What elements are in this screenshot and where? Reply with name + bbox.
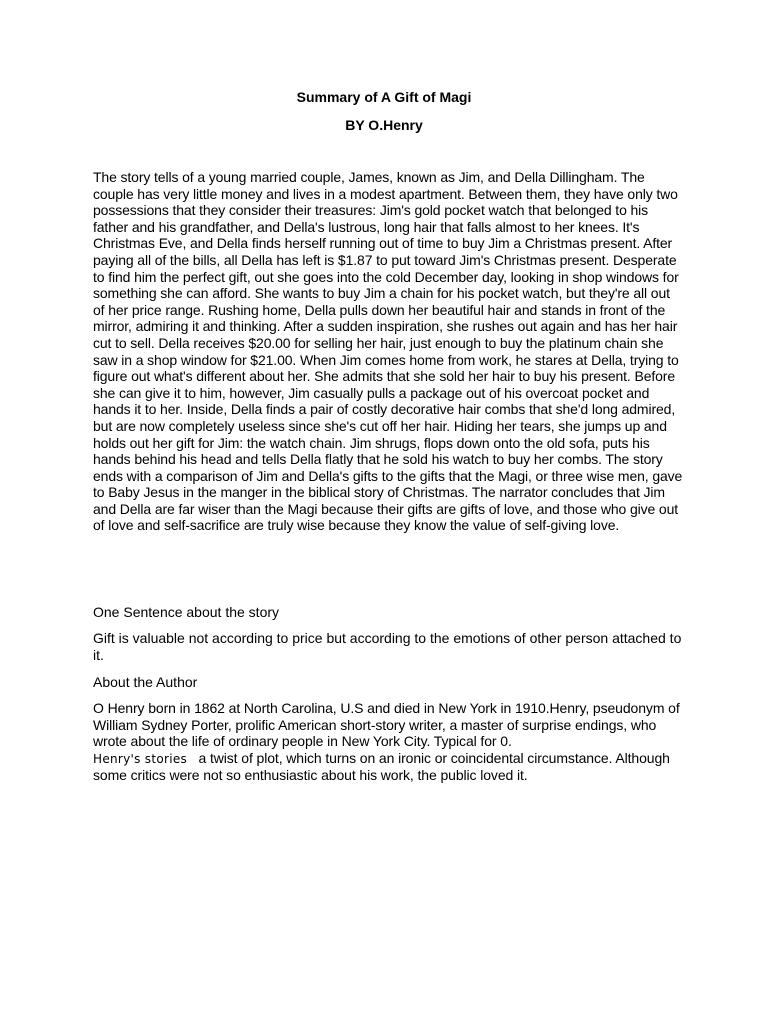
- about-author-paragraph: [93, 700, 683, 784]
- one-sentence-paragraph: Gift is valuable not according to price but according to the emotions of other person attached to it.: [93, 630, 682, 663]
- author-byline: BY O.Henry: [345, 117, 423, 133]
- about-text-part: a twist of plot, which turns on an ironic or coincidental circumstance. Although some critics were not so enthusiastic about his work, the public loved it.: [93, 749, 674, 784]
- about-text-part: Henry's stories: [93, 751, 188, 766]
- summary-paragraph: The story tells of a young married couple, James, known as Jim, and Della Dillingham. The couple has very little money and lives in a modest apartment. Between them, they have only two possessions that they consider their treasures: Jim's gold pocket watch that belonged to his father and his grandfather, and Della's lustrous, long hair that falls almost to her knees. It's Christmas Eve, and Della finds herself running out of time to buy Jim a Christmas present. After paying all of the bills, all Della has left is $1.87 to put toward Jim's Christmas present. Desperate to find him the perfect gift, out she goes into the cold December day, looking in shop windows for something she can afford. She wants to buy Jim a chain for his pocket watch, but they're all out of her price range. Rushing home, Della pulls down her beautiful hair and stands in front of the mirror, admiring it and thinking. After a sudden inspiration, she rushes out again and has her hair cut to sell. Della receives $20.00 for selling her hair, just enough to buy the platinum chain she saw in a shop window for $21.00. When Jim comes home from work, he stares at Della, trying to figure out what's different about her. She admits that she sold her hair to buy his present. Before she can give it to him, however, Jim casually pulls a package out of his overcoat pocket and hands it to her. Inside, Della finds a pair of costly decorative hair combs that she'd long admired, but are now completely useless since she's cut off her hair. Hiding her tears, she jumps up and holds out her gift for Jim: the watch chain. Jim shrugs, flops down onto the old sofa, puts his hands behind his head and tells Della flatly that he sold his watch to buy her combs. The story ends with a comparison of Jim and Della's gifts to the gifts that the Magi, or three wise men, gave to Baby Jesus in the manger in the biblical story of Christmas. The narrator concludes that Jim and Della are far wiser than the Magi because their gifts are gifts of love, and those who give out of love and self-sacrifice are truly wise because they know the value of self-giving love.: [93, 169, 683, 534]
- about-author-heading: About the Author: [93, 674, 198, 690]
- one-sentence-heading: One Sentence about the story: [93, 604, 280, 620]
- about-text-part: O Henry born in 1862 at North Carolina, U.S and died in New York in 1910.Henry, pseudonym of William Sydney Porter, prolific American short-story writer, a master of surprise endings, who wrote about the life of ordinary people in New York City. Typical for 0.: [93, 700, 680, 750]
- document-title: Summary of A Gift of Magi: [296, 89, 472, 105]
